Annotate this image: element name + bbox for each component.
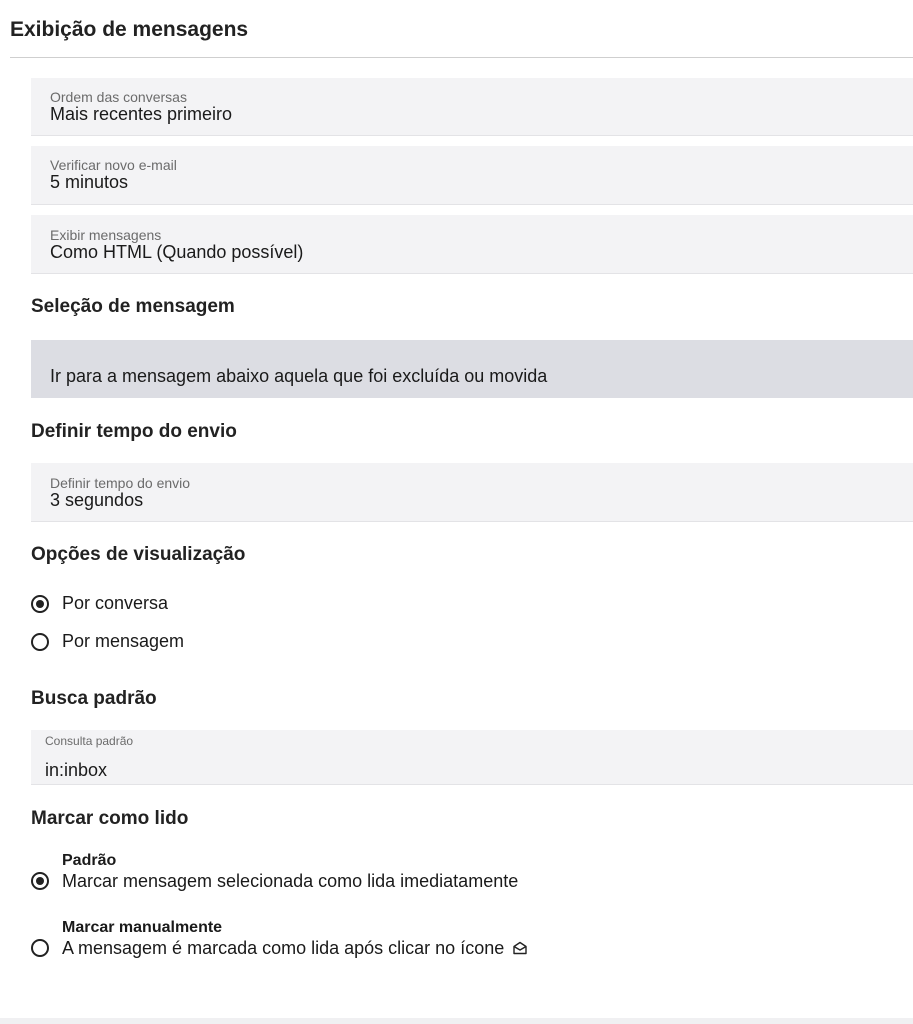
envelope-open-icon	[512, 940, 528, 956]
default-query-input[interactable]	[31, 730, 913, 785]
title-divider	[10, 57, 913, 58]
page-title: Exibição de mensagens	[10, 18, 249, 41]
conversation-order-value: Mais recentes primeiro	[50, 104, 233, 124]
conversation-order-select[interactable]	[31, 78, 913, 136]
message-selection-heading: Seleção de mensagem	[31, 296, 235, 317]
display-messages-select[interactable]	[31, 215, 913, 274]
check-new-mail-value: 5 minutos	[50, 172, 129, 192]
view-by-conversation-option[interactable]	[31, 593, 168, 614]
default-search-heading: Busca padrão	[31, 688, 157, 709]
send-time-select[interactable]	[31, 463, 913, 522]
mark-read-manual-title: Marcar manualmente	[62, 919, 223, 936]
check-new-mail-select[interactable]	[31, 146, 913, 205]
view-by-message-option[interactable]	[31, 631, 184, 652]
conversation-order-label: Ordem das conversas	[50, 89, 187, 105]
mark-read-manual-desc-row	[62, 937, 528, 959]
mark-as-read-heading: Marcar como lido	[31, 808, 189, 829]
view-by-conversation-radio[interactable]	[31, 595, 49, 613]
send-time-value: 3 segundos	[50, 490, 144, 510]
bottom-strip	[0, 1018, 913, 1024]
view-by-message-label: Por mensagem	[62, 631, 185, 651]
send-time-label: Definir tempo do envio	[50, 475, 191, 491]
mark-read-default-option[interactable]	[31, 852, 518, 892]
mark-read-default-radio[interactable]	[31, 872, 49, 890]
mark-read-default-description: Marcar mensagem selecionada como lida imediatamente	[62, 871, 519, 891]
check-new-mail-label: Verificar novo e-mail	[50, 157, 177, 173]
display-messages-label: Exibir mensagens	[50, 227, 162, 243]
send-time-heading: Definir tempo do envio	[31, 421, 237, 442]
go-to-next-message-option[interactable]: Ir para a mensagem abaixo aquela que foi excluída ou movida	[31, 340, 913, 398]
display-messages-value: Como HTML (Quando possível)	[50, 242, 304, 262]
default-query-label: Consulta padrão	[45, 734, 134, 748]
view-by-conversation-label: Por conversa	[62, 593, 169, 613]
mark-read-default-title: Padrão	[62, 852, 117, 869]
mark-read-manual-description: A mensagem é marcada como lida após clicar no ícone	[62, 938, 505, 958]
default-query-value: in:inbox	[45, 760, 108, 780]
mark-read-manual-radio[interactable]	[31, 939, 49, 957]
view-options-heading: Opções de visualização	[31, 544, 246, 565]
mark-read-manual-option[interactable]	[31, 919, 528, 959]
view-by-message-radio[interactable]	[31, 633, 49, 651]
